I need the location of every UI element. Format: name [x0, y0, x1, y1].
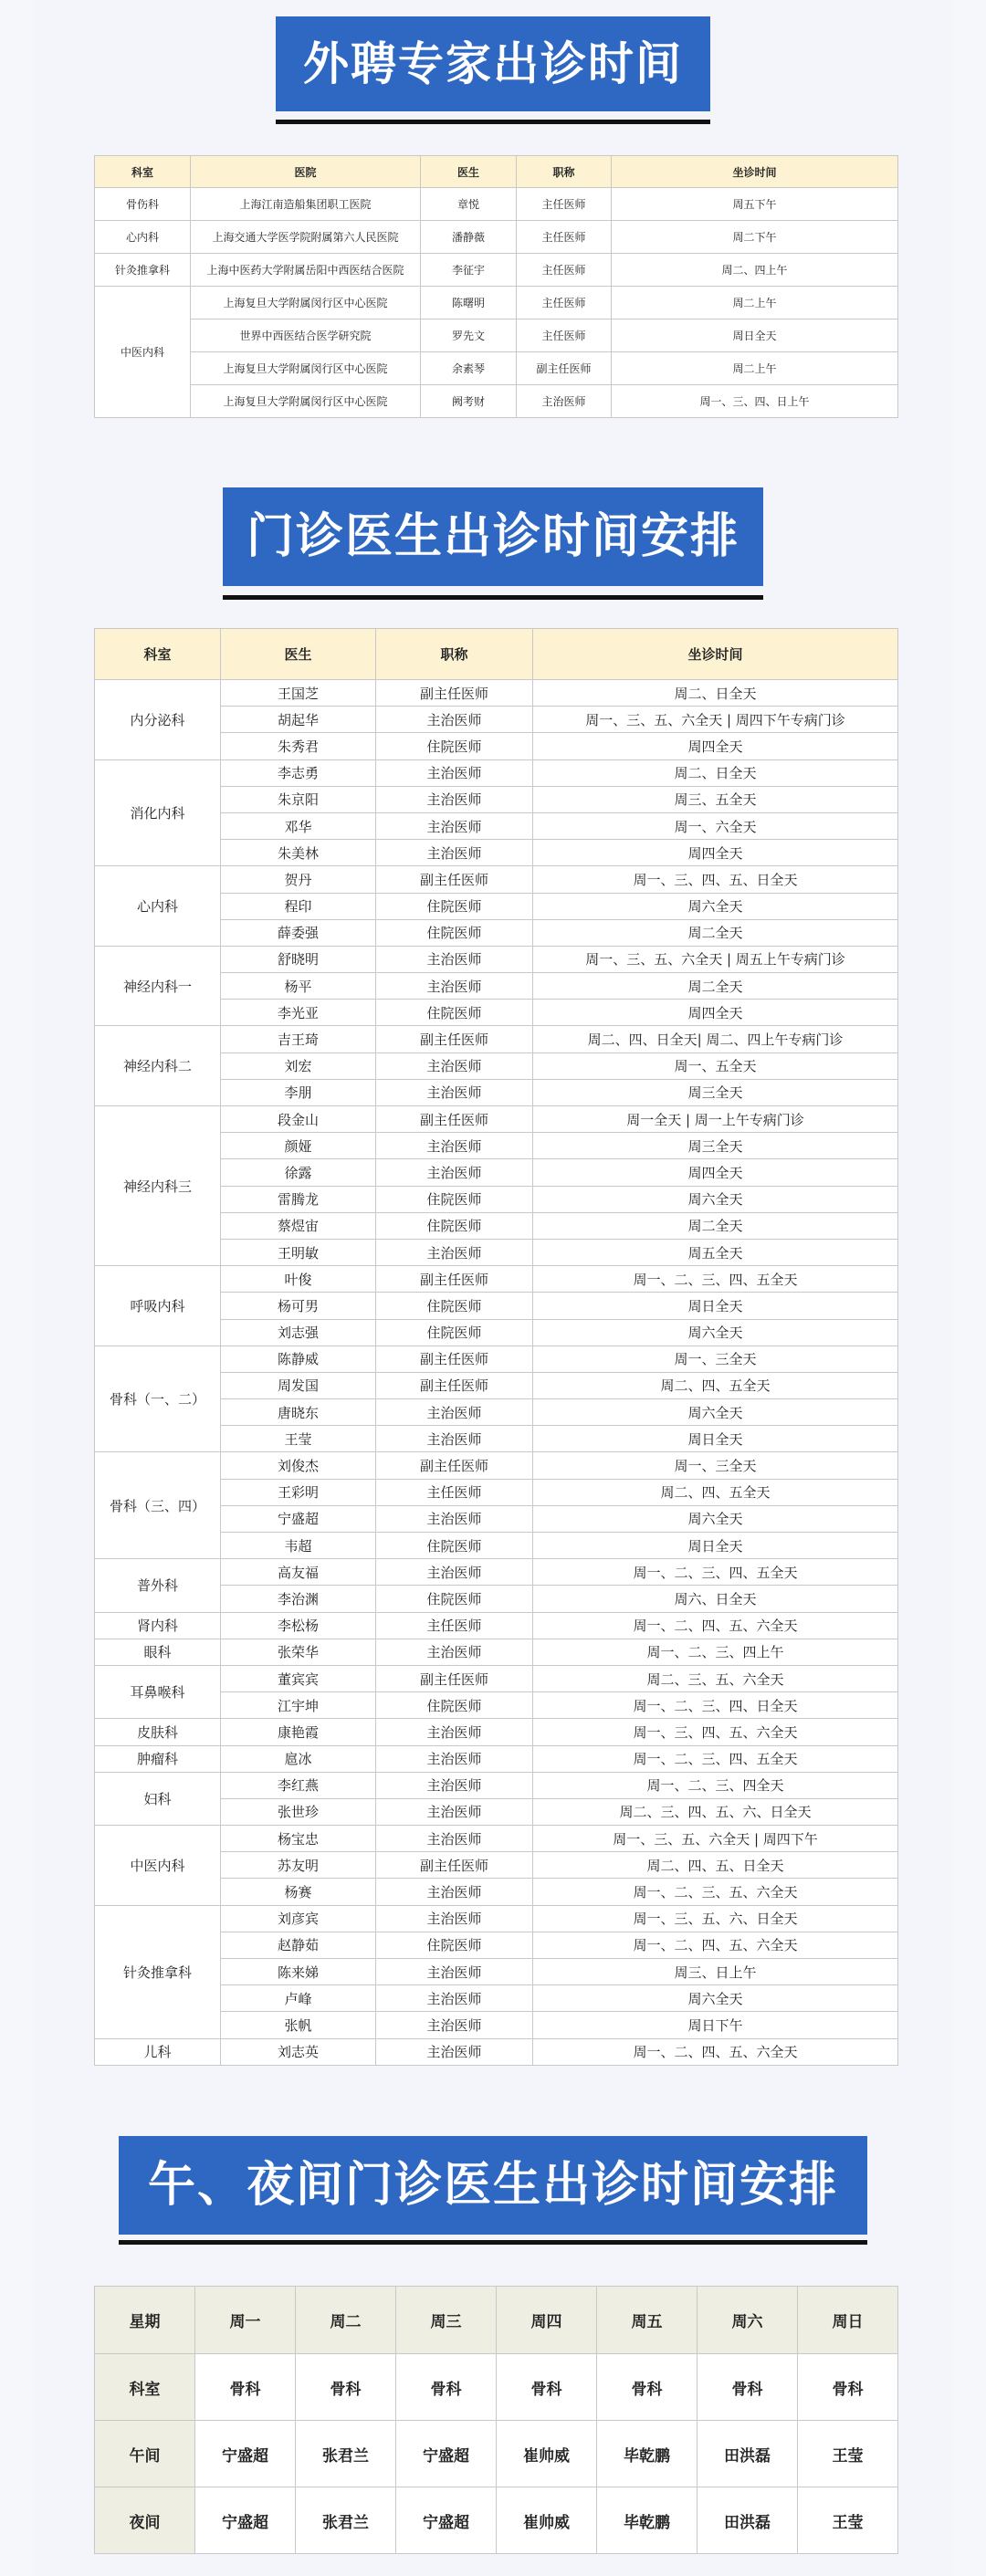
- schedule-cell: 周一、六全天: [533, 812, 898, 839]
- page: [33, 0, 953, 2576]
- schedule-cell: 周一、二、三、四、五全天: [533, 1559, 898, 1586]
- row-label-cell: 科室: [95, 2354, 195, 2421]
- schedule-cell: 周一、三、四、日上午: [612, 385, 898, 418]
- doctor-cell: 蔡煜宙: [221, 1212, 376, 1239]
- schedule-cell: 周二、四、日全天| 周二、四上午专病门诊: [533, 1026, 898, 1052]
- schedule-cell: 周日全天: [533, 1533, 898, 1559]
- day-cell: 宁盛超: [396, 2421, 497, 2487]
- title-cell: 主治医师: [376, 1505, 533, 1532]
- title-cell: 主治医师: [376, 1079, 533, 1105]
- table-row: [95, 1826, 898, 1852]
- doctor-cell: 王明敏: [221, 1239, 376, 1265]
- doctor-cell: 贺丹: [221, 866, 376, 893]
- title-cell: 住院医师: [376, 1319, 533, 1346]
- title-cell: 主治医师: [376, 1879, 533, 1905]
- title-cell: 副主任医师: [376, 866, 533, 893]
- table-row: [95, 287, 898, 319]
- dept-cell: 中医内科: [95, 1826, 221, 1906]
- doctor-cell: 杨赛: [221, 1879, 376, 1905]
- title-cell: 主任医师: [376, 1479, 533, 1505]
- title-cell: 主治医师: [376, 1159, 533, 1186]
- column-header: 坐诊时间: [533, 629, 898, 680]
- section1-title: 外聘专家出诊时间: [276, 16, 710, 111]
- schedule-cell: 周五全天: [533, 1239, 898, 1265]
- doctor-cell: 刘志英: [221, 2038, 376, 2065]
- doctor-cell: 颜娅: [221, 1133, 376, 1159]
- schedule-cell: 周六全天: [533, 1186, 898, 1212]
- schedule-cell: 周一、二、三、四、五全天: [533, 1745, 898, 1772]
- doctor-cell: 张帆: [221, 2012, 376, 2038]
- table-row: [95, 254, 898, 287]
- column-header: 坐诊时间: [612, 156, 898, 188]
- column-header: 周五: [597, 2287, 698, 2354]
- day-cell: 张君兰: [296, 2421, 396, 2487]
- title-cell: 主治医师: [376, 1052, 533, 1079]
- dept-cell: 神经内科一: [95, 946, 221, 1026]
- schedule-cell: 周二全天: [533, 973, 898, 1000]
- title-cell: 副主任医师: [376, 1852, 533, 1879]
- schedule-cell: 周四全天: [533, 840, 898, 866]
- doctor-cell: 董宾宾: [221, 1665, 376, 1691]
- doctor-cell: 刘志强: [221, 1319, 376, 1346]
- dept-cell: 肾内科: [95, 1612, 221, 1639]
- table-header-row: [95, 156, 898, 188]
- doctor-cell: 宁盛超: [221, 1505, 376, 1532]
- title-cell: 副主任医师: [376, 1346, 533, 1372]
- doctor-cell: 陈来娣: [221, 1959, 376, 1985]
- dept-cell: 普外科: [95, 1559, 221, 1612]
- title-cell: 主治医师: [376, 1239, 533, 1265]
- day-cell: 毕乾鹏: [597, 2487, 698, 2554]
- table-row: [95, 1719, 898, 1745]
- schedule-cell: 周四全天: [533, 1159, 898, 1186]
- title-cell: 主治医师: [376, 1399, 533, 1426]
- doctor-cell: 朱京阳: [221, 786, 376, 812]
- column-header: 医生: [221, 629, 376, 680]
- day-cell: 骨科: [798, 2354, 898, 2421]
- hospital-cell: 上海复旦大学附属闵行区中心医院: [191, 287, 421, 319]
- dept-cell: 皮肤科: [95, 1719, 221, 1745]
- column-header: 医生: [421, 156, 517, 188]
- dept-cell: 骨伤科: [95, 188, 191, 221]
- title-cell: 主治医师: [376, 1745, 533, 1772]
- title-cell: 住院医师: [376, 1533, 533, 1559]
- hospital-cell: 上海中医药大学附属岳阳中西医结合医院: [191, 254, 421, 287]
- title-cell: 主任医师: [517, 221, 612, 254]
- schedule-cell: 周一、二、三、四、日全天: [533, 1692, 898, 1719]
- title-cell: 主治医师: [376, 1772, 533, 1798]
- doctor-cell: 雷腾龙: [221, 1186, 376, 1212]
- title-cell: 住院医师: [376, 733, 533, 759]
- doctor-cell: 吉王琦: [221, 1026, 376, 1052]
- title-cell: 主治医师: [376, 812, 533, 839]
- doctor-cell: 潘静薇: [421, 221, 517, 254]
- schedule-cell: 周五下午: [612, 188, 898, 221]
- table-row: [95, 1612, 898, 1639]
- dept-cell: 内分泌科: [95, 680, 221, 760]
- doctor-cell: 韦超: [221, 1533, 376, 1559]
- schedule-cell: 周二、四、五全天: [533, 1372, 898, 1398]
- table-row: [95, 1266, 898, 1293]
- schedule-cell: 周日全天: [533, 1293, 898, 1319]
- doctor-cell: 李红燕: [221, 1772, 376, 1798]
- table-row: [95, 1559, 898, 1586]
- doctor-cell: 刘俊杰: [221, 1452, 376, 1479]
- doctor-cell: 王彩明: [221, 1479, 376, 1505]
- day-cell: 骨科: [296, 2354, 396, 2421]
- title-cell: 住院医师: [376, 1212, 533, 1239]
- table-header-row: [95, 629, 898, 680]
- title-cell: 副主任医师: [376, 1372, 533, 1398]
- schedule-cell: 周三、日上午: [533, 1959, 898, 1985]
- title-cell: 主治医师: [376, 1959, 533, 1985]
- table-row: [95, 866, 898, 893]
- schedule-cell: 周六全天: [533, 893, 898, 919]
- schedule-cell: 周一、二、三、五、六全天: [533, 1879, 898, 1905]
- schedule-cell: 周二下午: [612, 221, 898, 254]
- dept-cell: 针灸推拿科: [95, 1905, 221, 2038]
- doctor-cell: 程印: [221, 893, 376, 919]
- doctor-cell: 杨宝忠: [221, 1826, 376, 1852]
- column-header: 周三: [396, 2287, 497, 2354]
- doctor-cell: 段金山: [221, 1106, 376, 1133]
- schedule-cell: 周一、二、四、五、六全天: [533, 2038, 898, 2065]
- title-cell: 住院医师: [376, 1586, 533, 1612]
- dept-cell: 心内科: [95, 221, 191, 254]
- schedule-cell: 周四全天: [533, 1000, 898, 1026]
- schedule-cell: 周二、日全天: [533, 759, 898, 786]
- noon-night-clinic-table: [94, 2286, 898, 2554]
- title-cell: 主任医师: [517, 319, 612, 352]
- title-cell: 住院医师: [376, 1186, 533, 1212]
- table-row: [95, 1772, 898, 1798]
- title-cell: 主治医师: [376, 1905, 533, 1932]
- doctor-cell: 张荣华: [221, 1639, 376, 1665]
- table-header-row: [95, 2287, 898, 2354]
- table-row: [95, 1452, 898, 1479]
- day-cell: 骨科: [597, 2354, 698, 2421]
- dept-cell: 眼科: [95, 1639, 221, 1665]
- dept-cell: 骨科（一、二）: [95, 1346, 221, 1452]
- schedule-cell: 周二上午: [612, 287, 898, 319]
- schedule-cell: 周二、三、五、六全天: [533, 1665, 898, 1691]
- table-row: [95, 2487, 898, 2554]
- doctor-cell: 卢峰: [221, 1985, 376, 2012]
- title-cell: 主治医师: [376, 973, 533, 1000]
- column-header: 职称: [517, 156, 612, 188]
- schedule-cell: 周三全天: [533, 1133, 898, 1159]
- schedule-cell: 周二、四、五、日全天: [533, 1852, 898, 1879]
- doctor-cell: 李松杨: [221, 1612, 376, 1639]
- doctor-cell: 李朋: [221, 1079, 376, 1105]
- doctor-cell: 陈曙明: [421, 287, 517, 319]
- section3-title: 午、夜间门诊医生出诊时间安排: [119, 2136, 867, 2235]
- doctor-cell: 杨可男: [221, 1293, 376, 1319]
- doctor-cell: 朱秀君: [221, 733, 376, 759]
- schedule-cell: 周一、三、四、五、日全天: [533, 866, 898, 893]
- dept-cell: 妇科: [95, 1772, 221, 1825]
- table-row: [95, 680, 898, 707]
- title-cell: 主治医师: [376, 1798, 533, 1825]
- schedule-cell: 周一、三、四、五、六全天: [533, 1719, 898, 1745]
- doctor-cell: 王国芝: [221, 680, 376, 707]
- table-row: [95, 319, 898, 352]
- schedule-cell: 周二、日全天: [533, 680, 898, 707]
- doctor-cell: 朱美林: [221, 840, 376, 866]
- title-cell: 住院医师: [376, 893, 533, 919]
- doctor-cell: 李志勇: [221, 759, 376, 786]
- row-label-cell: 午间: [95, 2421, 195, 2487]
- dept-cell: 儿科: [95, 2038, 221, 2065]
- schedule-cell: 周六、日全天: [533, 1586, 898, 1612]
- day-cell: 崔帅威: [497, 2421, 597, 2487]
- table-row: [95, 221, 898, 254]
- schedule-cell: 周一、二、三、四、五全天: [533, 1266, 898, 1293]
- doctor-cell: 苏友明: [221, 1852, 376, 1879]
- day-cell: 骨科: [396, 2354, 497, 2421]
- column-header: 科室: [95, 156, 191, 188]
- schedule-cell: 周三、五全天: [533, 786, 898, 812]
- doctor-cell: 李征宇: [421, 254, 517, 287]
- schedule-cell: 周日全天: [533, 1426, 898, 1452]
- schedule-cell: 周二、四上午: [612, 254, 898, 287]
- doctor-cell: 李治渊: [221, 1586, 376, 1612]
- title-cell: 主任医师: [517, 254, 612, 287]
- schedule-cell: 周一、五全天: [533, 1052, 898, 1079]
- schedule-cell: 周二全天: [533, 1212, 898, 1239]
- column-header: 职称: [376, 629, 533, 680]
- table-row: [95, 1346, 898, 1372]
- doctor-cell: 李光亚: [221, 1000, 376, 1026]
- doctor-cell: 薛委强: [221, 919, 376, 946]
- schedule-cell: 周一、三、五、六、日全天: [533, 1905, 898, 1932]
- title-cell: 住院医师: [376, 1000, 533, 1026]
- day-cell: 宁盛超: [195, 2421, 296, 2487]
- schedule-cell: 周六全天: [533, 1399, 898, 1426]
- day-cell: 王莹: [798, 2421, 898, 2487]
- title-cell: 主任医师: [376, 1612, 533, 1639]
- schedule-cell: 周二上午: [612, 352, 898, 385]
- schedule-cell: 周一、三全天: [533, 1346, 898, 1372]
- doctor-cell: 康艳霞: [221, 1719, 376, 1745]
- schedule-cell: 周六全天: [533, 1505, 898, 1532]
- hospital-cell: 上海交通大学医学院附属第六人民医院: [191, 221, 421, 254]
- column-header: 星期: [95, 2287, 195, 2354]
- doctor-cell: 章悦: [421, 188, 517, 221]
- table-row: [95, 1106, 898, 1133]
- title-cell: 主治医师: [376, 840, 533, 866]
- schedule-cell: 周三全天: [533, 1079, 898, 1105]
- hospital-cell: 上海复旦大学附属闵行区中心医院: [191, 385, 421, 418]
- doctor-cell: 罗先文: [421, 319, 517, 352]
- title-cell: 住院医师: [376, 1692, 533, 1719]
- title-cell: 副主任医师: [376, 1452, 533, 1479]
- title-cell: 副主任医师: [376, 1266, 533, 1293]
- table-row: [95, 352, 898, 385]
- title-cell: 住院医师: [376, 919, 533, 946]
- table-row: [95, 2038, 898, 2065]
- doctor-cell: 阙考财: [421, 385, 517, 418]
- column-header: 周六: [698, 2287, 798, 2354]
- doctor-cell: 胡起华: [221, 707, 376, 733]
- doctor-cell: 赵静茹: [221, 1932, 376, 1958]
- dept-cell: 神经内科二: [95, 1026, 221, 1106]
- title-cell: 主治医师: [376, 946, 533, 972]
- doctor-cell: 陈静威: [221, 1346, 376, 1372]
- dept-cell: 针灸推拿科: [95, 254, 191, 287]
- doctor-cell: 叶俊: [221, 1266, 376, 1293]
- table-row: [95, 1905, 898, 1932]
- doctor-cell: 周发国: [221, 1372, 376, 1398]
- doctor-cell: 唐晓东: [221, 1399, 376, 1426]
- column-header: 周四: [497, 2287, 597, 2354]
- doctor-cell: 刘宏: [221, 1052, 376, 1079]
- schedule-cell: 周二、四、五全天: [533, 1479, 898, 1505]
- day-cell: 宁盛超: [195, 2487, 296, 2554]
- schedule-cell: 周一、三、五、六全天 | 周五上午专病门诊: [533, 946, 898, 972]
- title-cell: 住院医师: [376, 1932, 533, 1958]
- section2-title: 门诊医生出诊时间安排: [223, 487, 763, 586]
- title-cell: 副主任医师: [376, 1106, 533, 1133]
- day-cell: 骨科: [698, 2354, 798, 2421]
- row-label-cell: 夜间: [95, 2487, 195, 2554]
- table-row: [95, 1665, 898, 1691]
- table-row: [95, 2354, 898, 2421]
- day-cell: 田洪磊: [698, 2421, 798, 2487]
- schedule-cell: 周一、二、四、五、六全天: [533, 1612, 898, 1639]
- day-cell: 崔帅威: [497, 2487, 597, 2554]
- outpatient-schedule-table: [94, 628, 898, 2066]
- schedule-cell: 周四全天: [533, 733, 898, 759]
- title-cell: 主治医师: [376, 1719, 533, 1745]
- title-cell: 主治医师: [376, 2012, 533, 2038]
- title-cell: 主治医师: [376, 1826, 533, 1852]
- doctor-cell: 徐露: [221, 1159, 376, 1186]
- schedule-cell: 周一、三、五、六全天 | 周四下午专病门诊: [533, 707, 898, 733]
- schedule-cell: 周日下午: [533, 2012, 898, 2038]
- title-cell: 副主任医师: [517, 352, 612, 385]
- title-cell: 主治医师: [376, 707, 533, 733]
- day-cell: 毕乾鹏: [597, 2421, 698, 2487]
- title-cell: 住院医师: [376, 1293, 533, 1319]
- dept-cell: 中医内科: [95, 287, 191, 418]
- hospital-cell: 上海复旦大学附属闵行区中心医院: [191, 352, 421, 385]
- doctor-cell: 杨平: [221, 973, 376, 1000]
- title-cell: 主治医师: [376, 759, 533, 786]
- title-cell: 副主任医师: [376, 680, 533, 707]
- dept-cell: 骨科（三、四）: [95, 1452, 221, 1559]
- column-header: 科室: [95, 629, 221, 680]
- day-cell: 田洪磊: [698, 2487, 798, 2554]
- table-row: [95, 2421, 898, 2487]
- day-cell: 王莹: [798, 2487, 898, 2554]
- table-row: [95, 946, 898, 972]
- title-cell: 副主任医师: [376, 1026, 533, 1052]
- doctor-cell: 王莹: [221, 1426, 376, 1452]
- table-row: [95, 188, 898, 221]
- table-row: [95, 385, 898, 418]
- doctor-cell: 高友福: [221, 1559, 376, 1586]
- title-cell: 主任医师: [517, 188, 612, 221]
- column-header: 周日: [798, 2287, 898, 2354]
- dept-cell: 肿瘤科: [95, 1745, 221, 1772]
- dept-cell: 心内科: [95, 866, 221, 947]
- dept-cell: 耳鼻喉科: [95, 1665, 221, 1718]
- schedule-cell: 周日全天: [612, 319, 898, 352]
- day-cell: 张君兰: [296, 2487, 396, 2554]
- title-cell: 副主任医师: [376, 1665, 533, 1691]
- schedule-cell: 周一、三、五、六全天 | 周四下午: [533, 1826, 898, 1852]
- table-row: [95, 759, 898, 786]
- schedule-cell: 周一、三全天: [533, 1452, 898, 1479]
- column-header: 医院: [191, 156, 421, 188]
- doctor-cell: 舒晓明: [221, 946, 376, 972]
- schedule-cell: 周六全天: [533, 1319, 898, 1346]
- title-cell: 主治医师: [376, 1639, 533, 1665]
- day-cell: 宁盛超: [396, 2487, 497, 2554]
- column-header: 周二: [296, 2287, 396, 2354]
- dept-cell: 呼吸内科: [95, 1266, 221, 1346]
- schedule-cell: 周一全天 | 周一上午专病门诊: [533, 1106, 898, 1133]
- dept-cell: 消化内科: [95, 759, 221, 866]
- table-row: [95, 1745, 898, 1772]
- hospital-cell: 世界中西医结合医学研究院: [191, 319, 421, 352]
- doctor-cell: 余素琴: [421, 352, 517, 385]
- title-cell: 主治医师: [517, 385, 612, 418]
- section3-title-underline: [119, 2240, 867, 2245]
- doctor-cell: 江宇坤: [221, 1692, 376, 1719]
- day-cell: 骨科: [195, 2354, 296, 2421]
- column-header: 周一: [195, 2287, 296, 2354]
- schedule-cell: 周一、二、三、四上午: [533, 1639, 898, 1665]
- section2-title-underline: [223, 595, 763, 600]
- schedule-cell: 周六全天: [533, 1985, 898, 2012]
- title-cell: 主任医师: [517, 287, 612, 319]
- doctor-cell: 张世珍: [221, 1798, 376, 1825]
- title-cell: 主治医师: [376, 786, 533, 812]
- section1-title-underline: [276, 120, 710, 124]
- title-cell: 主治医师: [376, 1133, 533, 1159]
- title-cell: 主治医师: [376, 2038, 533, 2065]
- doctor-cell: 邓华: [221, 812, 376, 839]
- schedule-cell: 周一、二、三、四全天: [533, 1772, 898, 1798]
- schedule-cell: 周二、三、四、五、六、日全天: [533, 1798, 898, 1825]
- table-row: [95, 1639, 898, 1665]
- schedule-cell: 周一、二、四、五、六全天: [533, 1932, 898, 1958]
- title-cell: 主治医师: [376, 1559, 533, 1586]
- external-experts-table: [94, 155, 898, 418]
- schedule-cell: 周二全天: [533, 919, 898, 946]
- dept-cell: 神经内科三: [95, 1106, 221, 1266]
- day-cell: 骨科: [497, 2354, 597, 2421]
- doctor-cell: 扈冰: [221, 1745, 376, 1772]
- table-row: [95, 1026, 898, 1052]
- doctor-cell: 刘彦宾: [221, 1905, 376, 1932]
- title-cell: 主治医师: [376, 1426, 533, 1452]
- title-cell: 主治医师: [376, 1985, 533, 2012]
- hospital-cell: 上海江南造船集团职工医院: [191, 188, 421, 221]
